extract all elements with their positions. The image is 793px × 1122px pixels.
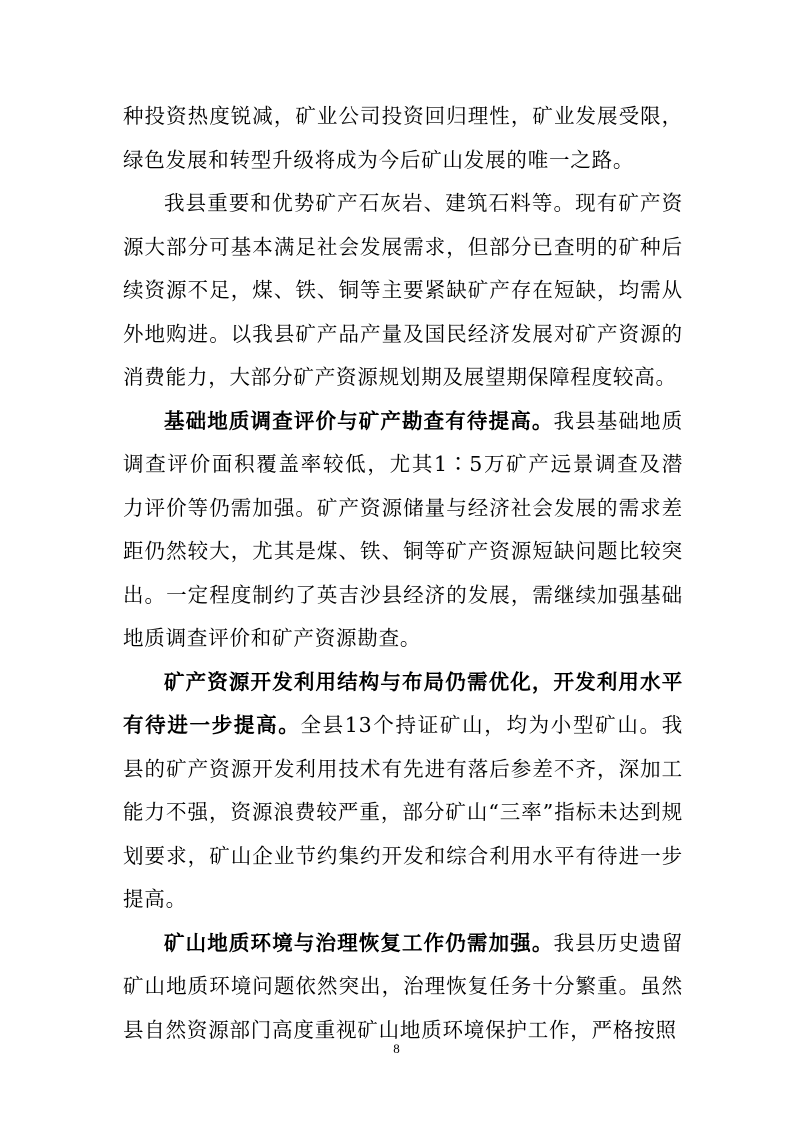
paragraph-3 — [123, 400, 683, 661]
body-text — [123, 95, 683, 1052]
paragraph-5-text: 我县历史遗留矿山地质环境问题依然突出，治理恢复任务十分繁重。虽然县自然资源部门高度重视矿山地质环境保护工作，严格按照 — [123, 930, 683, 1042]
paragraph-3-text: 我县基础地质调查评价面积覆盖率较低，尤其1∶5万矿产远景调查及潜力评价等仍需加强。矿产资源储量与经济社会发展的需求差距仍然较大，尤其是煤、铁、铜等矿产资源短缺问题比较突出。一定程度制约了英吉沙县经济的发展，需继续加强基础地质调查评价和矿产资源勘查。 — [123, 408, 683, 650]
paragraph-1-text: 种投资热度锐减，矿业公司投资回归理性，矿业发展受限，绿色发展和转型升级将成为今后矿山发展的唯一之路。 — [123, 104, 683, 172]
paragraph-5-heading: 矿山地质环境与治理恢复工作仍需加强。 — [164, 930, 554, 955]
paragraph-3-heading: 基础地质调查评价与矿产勘查有待提高。 — [164, 408, 554, 433]
paragraph-2 — [123, 182, 683, 400]
paragraph-1 — [123, 95, 683, 182]
page-number: 8 — [393, 1041, 400, 1056]
paragraph-4-text: 全县13个持证矿山，均为小型矿山。我县的矿产资源开发利用技术有先进有落后参差不齐，深加工能力不强，资源浪费较严重，部分矿山“三率”指标未达到规划要求，矿山企业节约集约开发和综合利用水平有待进一步提高。 — [123, 713, 683, 911]
paragraph-2-text: 我县重要和优势矿产石灰岩、建筑石料等。现有矿产资源大部分可基本满足社会发展需求，但部分已查明的矿种后续资源不足，煤、铁、铜等主要紧缺矿产存在短缺，均需从外地购进。以我县矿产品产量及国民经济发展对矿产资源的消费能力，大部分矿产资源规划期及展望期保障程度较高。 — [123, 191, 683, 389]
paragraph-5 — [123, 922, 683, 1053]
paragraph-4-heading: 矿产资源开发利用结构与布局仍需优化，开发利用水平有待进一步提高。 — [123, 669, 683, 737]
paragraph-4 — [123, 661, 683, 922]
